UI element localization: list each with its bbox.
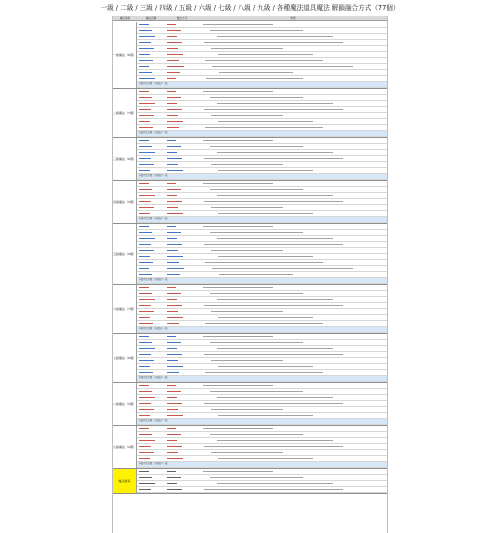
effect-text-mark (211, 311, 283, 312)
effect-text-mark (204, 489, 343, 490)
magic-name-mark (139, 348, 155, 349)
section-label: 八級魔法（5個） (113, 383, 137, 425)
ingredient-mark (167, 317, 183, 318)
magic-name-mark (139, 226, 149, 227)
ingredient-mark (167, 189, 181, 190)
magic-name-mark (139, 440, 155, 441)
effect-text-mark (206, 78, 303, 79)
header-ingredients: 融合方式 (176, 17, 188, 20)
ingredient-mark (167, 158, 182, 159)
ingredient-mark (167, 489, 182, 490)
effect-text-mark (217, 348, 333, 349)
magic-name-mark (139, 268, 149, 269)
ingredient-mark (167, 471, 176, 472)
section-note: 升級所需次數：升級為下一級 (139, 82, 168, 85)
effect-text-mark (205, 372, 323, 373)
ingredient-mark (167, 409, 178, 410)
effect-text-mark (219, 72, 293, 73)
magic-name-mark (139, 287, 149, 288)
ingredient-mark (167, 195, 177, 196)
effect-text-mark (217, 299, 333, 300)
ingredient-mark (167, 24, 176, 25)
magic-name-mark (139, 189, 152, 190)
effect-text-mark (204, 305, 343, 306)
effect-text-mark (205, 262, 323, 263)
ingredient-mark (167, 415, 183, 416)
effect-text-mark (211, 360, 283, 361)
ingredient-mark (167, 268, 184, 269)
section-label: 九級魔法（4個） (113, 426, 137, 468)
page-title: 一級 / 二級 / 三級 / 四級 / 五級 / 六級 / 七級 / 八級 / 九級 / 各種魔法道具魔法 解鎖融合方式（77個） (100, 4, 400, 12)
ingredient-mark (167, 36, 177, 37)
effect-text-mark (217, 103, 333, 104)
ingredient-mark (167, 256, 183, 257)
section-label: 一級魔法（8個） (113, 22, 137, 88)
effect-text-mark (211, 115, 283, 116)
effect-text-mark (205, 60, 323, 61)
effect-text-mark (205, 323, 323, 324)
magic-name-mark (139, 152, 155, 153)
section-label: 六級魔法（7個） (113, 285, 137, 333)
ingredient-mark (167, 366, 183, 367)
magic-name-mark (139, 91, 149, 92)
ingredient-mark (167, 183, 176, 184)
magic-name-mark (139, 372, 153, 373)
magic-name-mark (139, 232, 152, 233)
section-note: 升級所需次數：升級為下一級 (139, 174, 168, 177)
header-category: 魔法等級 (119, 17, 131, 20)
effect-text-mark (203, 385, 273, 386)
magic-name-mark (139, 397, 155, 398)
effect-text-mark (210, 342, 303, 343)
ingredient-mark (167, 78, 176, 79)
effect-text-mark (210, 146, 303, 147)
magic-name-mark (139, 434, 152, 435)
section-5 (113, 224, 387, 284)
ingredient-mark (167, 140, 176, 141)
ingredient-mark (167, 262, 179, 263)
ingredient-mark (167, 336, 176, 337)
ingredient-mark (167, 152, 177, 153)
ingredient-mark (167, 115, 178, 116)
effect-text-mark (211, 164, 283, 165)
effect-text-mark (204, 403, 343, 404)
magic-name-mark (139, 483, 155, 484)
section-1 (113, 22, 387, 88)
effect-text-mark (212, 268, 353, 269)
ingredient-mark (167, 342, 181, 343)
magic-name-mark (139, 238, 155, 239)
effect-text-mark (204, 42, 343, 43)
effect-text-mark (218, 366, 313, 367)
effect-text-mark (210, 189, 303, 190)
magic-name-mark (139, 323, 153, 324)
ingredient-mark (167, 146, 181, 147)
effect-text-mark (203, 140, 273, 141)
section-note: 升級所需次數：升級為下一級 (139, 217, 168, 220)
section-note: 升級所需次數：升級為下一級 (139, 327, 168, 330)
section-note: 升級所需次數：升級為下一級 (139, 462, 168, 465)
ingredient-mark (167, 103, 177, 104)
table-header-row (113, 16, 387, 21)
effect-text-mark (218, 317, 313, 318)
ingredient-mark (167, 213, 183, 214)
ingredient-mark (167, 72, 180, 73)
magic-name-mark (139, 36, 155, 37)
ingredient-mark (167, 250, 178, 251)
section-7 (113, 334, 387, 382)
effect-text-mark (211, 452, 283, 453)
ingredient-mark (167, 458, 183, 459)
effect-text-mark (204, 354, 343, 355)
magic-name-mark (139, 207, 154, 208)
ingredient-mark (167, 446, 182, 447)
section-6 (113, 285, 387, 333)
magic-name-mark (139, 415, 150, 416)
effect-text-mark (217, 397, 333, 398)
magic-name-mark (139, 458, 150, 459)
effect-text-mark (217, 238, 333, 239)
effect-text-mark (204, 158, 343, 159)
ingredient-mark (167, 207, 178, 208)
effect-text-mark (203, 428, 273, 429)
ingredient-mark (167, 428, 176, 429)
section-note: 升級所需次數：升級為下一級 (139, 376, 168, 379)
effect-text-mark (219, 274, 293, 275)
effect-text-mark (211, 409, 283, 410)
effect-text-mark (204, 446, 343, 447)
ingredient-mark (167, 354, 182, 355)
ingredient-mark (167, 360, 178, 361)
magic-name-mark (139, 60, 153, 61)
ingredient-mark (167, 127, 179, 128)
effect-text-mark (210, 477, 303, 478)
effect-text-mark (210, 30, 303, 31)
effect-text-mark (218, 415, 313, 416)
magic-name-mark (139, 305, 151, 306)
ingredient-mark (167, 305, 182, 306)
ingredient-mark (167, 477, 181, 478)
effect-text-mark (218, 54, 313, 55)
section-9 (113, 426, 387, 468)
section-3 (113, 138, 387, 180)
section-4 (113, 181, 387, 223)
header-name: 魔法名稱 (145, 17, 157, 20)
magic-name-mark (139, 146, 152, 147)
ingredient-mark (167, 434, 181, 435)
section-note: 升級所需次數：升級為下一級 (139, 278, 168, 281)
magic-name-mark (139, 158, 151, 159)
ingredient-mark (167, 48, 178, 49)
magic-name-mark (139, 366, 150, 367)
effect-text-mark (218, 121, 313, 122)
magic-name-mark (139, 256, 150, 257)
magic-name-mark (139, 471, 149, 472)
effect-text-mark (210, 434, 303, 435)
ingredient-mark (167, 30, 181, 31)
magic-name-mark (139, 354, 151, 355)
ingredient-mark (167, 311, 178, 312)
ingredient-mark (167, 42, 182, 43)
ingredient-mark (167, 226, 176, 227)
effect-text-mark (217, 152, 333, 153)
ingredient-mark (167, 54, 183, 55)
section-label: 三級魔法（6個） (113, 138, 137, 180)
ingredient-mark (167, 391, 181, 392)
effect-text-mark (217, 195, 333, 196)
magic-name-mark (139, 342, 152, 343)
section-2 (113, 89, 387, 137)
section-divider (113, 493, 387, 494)
effect-text-mark (203, 183, 273, 184)
magic-name-mark (139, 48, 154, 49)
ingredient-mark (167, 452, 178, 453)
magic-name-mark (139, 336, 149, 337)
magic-name-mark (139, 195, 155, 196)
effect-text-mark (203, 471, 273, 472)
magic-name-mark (139, 293, 152, 294)
ingredient-mark (167, 121, 183, 122)
effect-text-mark (203, 287, 273, 288)
ingredient-mark (167, 372, 179, 373)
magic-name-mark (139, 262, 153, 263)
magic-name-mark (139, 24, 149, 25)
magic-name-mark (139, 103, 155, 104)
effect-text-mark (210, 293, 303, 294)
section-label: 四級魔法（5個） (113, 181, 137, 223)
effect-text-mark (218, 256, 313, 257)
magic-name-mark (139, 121, 150, 122)
magic-name-mark (139, 115, 154, 116)
magic-name-mark (139, 244, 151, 245)
effect-text-mark (217, 36, 333, 37)
effect-text-mark (203, 336, 273, 337)
magic-name-mark (139, 274, 152, 275)
effect-text-mark (204, 201, 343, 202)
effect-text-mark (218, 213, 313, 214)
ingredient-mark (167, 232, 181, 233)
magic-name-mark (139, 250, 154, 251)
effect-text-mark (205, 127, 323, 128)
effect-text-mark (210, 391, 303, 392)
ingredient-mark (167, 164, 178, 165)
ingredient-mark (167, 323, 179, 324)
ingredient-mark (167, 385, 176, 386)
ingredient-mark (167, 287, 176, 288)
magic-name-mark (139, 140, 149, 141)
magic-name-mark (139, 109, 151, 110)
magic-name-mark (139, 403, 151, 404)
magic-name-mark (139, 489, 151, 490)
ingredient-mark (167, 60, 179, 61)
effect-text-mark (211, 48, 283, 49)
magic-name-mark (139, 409, 154, 410)
ingredient-mark (167, 440, 177, 441)
magic-name-mark (139, 54, 150, 55)
ingredient-mark (167, 238, 177, 239)
effect-text-mark (218, 170, 313, 171)
ingredient-mark (167, 109, 182, 110)
magic-name-mark (139, 170, 150, 171)
magic-name-mark (139, 446, 151, 447)
magic-name-mark (139, 213, 150, 214)
ingredient-mark (167, 348, 177, 349)
magic-fusion-table (112, 16, 388, 533)
section-note: 升級所需次數：升級為下一級 (139, 131, 168, 134)
effect-text-mark (211, 250, 283, 251)
ingredient-mark (167, 201, 182, 202)
magic-name-mark (139, 66, 149, 67)
magic-name-mark (139, 164, 154, 165)
magic-name-mark (139, 311, 154, 312)
magic-name-mark (139, 391, 152, 392)
magic-name-mark (139, 97, 152, 98)
ingredient-mark (167, 293, 181, 294)
ingredient-mark (167, 299, 177, 300)
magic-name-mark (139, 183, 149, 184)
effect-text-mark (203, 24, 273, 25)
magic-name-mark (139, 428, 149, 429)
ingredient-mark (167, 403, 182, 404)
ingredient-mark (167, 244, 182, 245)
effect-text-mark (218, 458, 313, 459)
magic-name-mark (139, 30, 152, 31)
section-label: 七級魔法（6個） (113, 334, 137, 382)
magic-name-mark (139, 360, 154, 361)
header-effect: 效果 (290, 17, 296, 20)
section-10 (113, 469, 387, 493)
magic-name-mark (139, 127, 153, 128)
section-label: 二級魔法（7個） (113, 89, 137, 137)
section-8 (113, 383, 387, 425)
magic-name-mark (139, 72, 152, 73)
ingredient-mark (167, 274, 180, 275)
ingredient-mark (167, 66, 184, 67)
magic-name-mark (139, 317, 150, 318)
ingredient-mark (167, 91, 176, 92)
section-label: 五級魔法（9個） (113, 224, 137, 284)
section-label: 魔法道具 (113, 469, 137, 493)
ingredient-mark (167, 170, 183, 171)
section-note: 升級所需次數：升級為下一級 (139, 419, 168, 422)
magic-name-mark (139, 201, 151, 202)
effect-text-mark (204, 109, 343, 110)
effect-text-mark (204, 244, 343, 245)
magic-name-mark (139, 299, 155, 300)
magic-name-mark (139, 78, 155, 79)
effect-text-mark (217, 440, 333, 441)
effect-text-mark (203, 226, 273, 227)
ingredient-mark (167, 97, 181, 98)
effect-text-mark (211, 207, 283, 208)
effect-text-mark (217, 483, 333, 484)
magic-name-mark (139, 452, 154, 453)
ingredient-mark (167, 483, 177, 484)
magic-name-mark (139, 477, 152, 478)
effect-text-mark (210, 97, 303, 98)
ingredient-mark (167, 397, 177, 398)
effect-text-mark (212, 66, 353, 67)
effect-text-mark (210, 232, 303, 233)
magic-name-mark (139, 385, 149, 386)
magic-name-mark (139, 42, 151, 43)
effect-text-mark (203, 91, 273, 92)
